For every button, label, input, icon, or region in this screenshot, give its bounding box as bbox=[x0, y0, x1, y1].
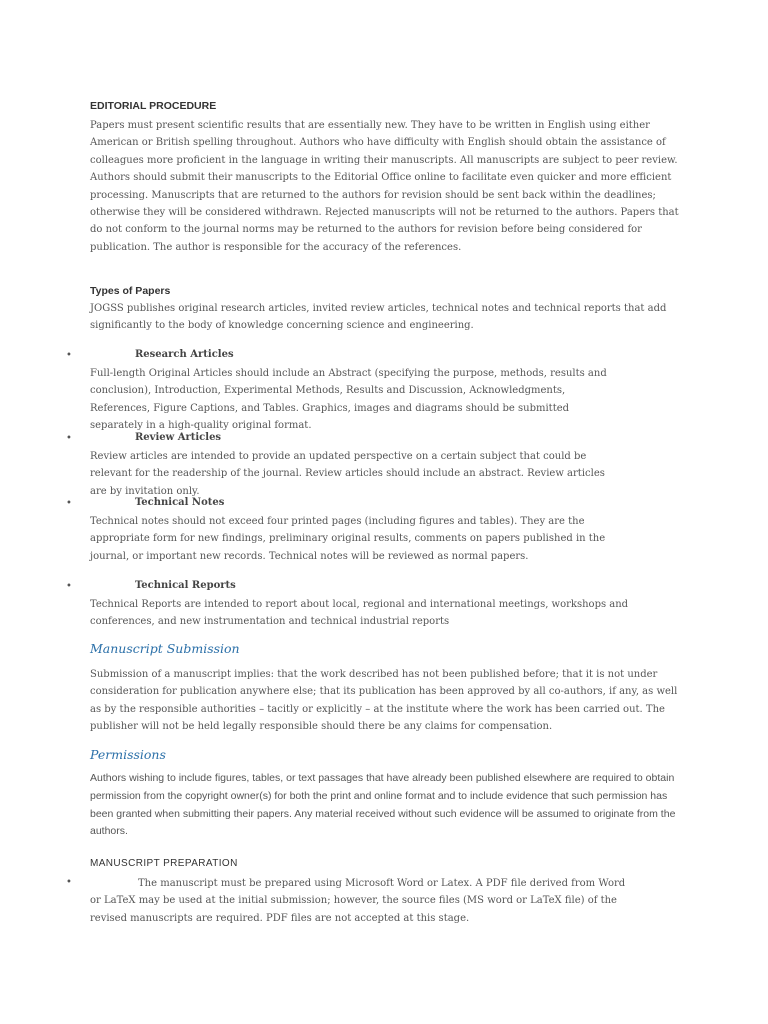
bullet-icon: • bbox=[66, 433, 72, 444]
bullet-icon: • bbox=[66, 350, 72, 361]
technical-notes-title: Technical Notes bbox=[135, 497, 225, 508]
technical-reports-body: Technical Reports are intended to report about local, regional and international meetings, workshops and conferences, and new instrumentation and technical industrial reports bbox=[90, 599, 629, 628]
editorial-body: Papers must present scientific results that are essentially new. They have to be written in English using either American or British spelling throughout. Authors who have difficulty with English should obtain the assistance of colleagues more proficient in the language in writing their manuscripts. All manuscripts are subject to peer review. Authors should submit their manuscripts to the Editorial Office online to facilitate even quicker and more efficient processing. Manuscripts that are returned to the authors for revision should be sent back within the deadlines; otherwise they will be considered withdrawn. Rejected manuscripts will not be returned to the authors. Papers that do not conform to the journal norms may be returned to the authors for revision before being considered for publication. The author is responsible for the accuracy of the references. bbox=[90, 120, 679, 253]
preparation-heading: MANUSCRIPT PREPARATION bbox=[90, 858, 238, 869]
submission-heading: Manuscript Submission bbox=[90, 641, 240, 656]
types-body: JOGSS publishes original research articles, invited review articles, technical notes and technical reports that add significantly to the body of knowledge concerning science and engineering. bbox=[90, 303, 667, 332]
types-heading: Types of Papers bbox=[90, 285, 171, 297]
review-articles-body: Review articles are intended to provide an updated perspective on a certain subject that could be relevant for the readership of the journal. Review articles should include an abstract. Review articles are by invitation only. bbox=[90, 451, 605, 497]
bullet-icon: • bbox=[66, 498, 72, 509]
preparation-body: The manuscript must be prepared using Microsoft Word or Latex. A PDF file derived from Word or LaTeX may be used at the initial submission; however, the source files (MS word or LaTeX file) of the revised manuscripts are required. PDF files are not accepted at this stage. bbox=[90, 878, 626, 924]
editorial-heading: EDITORIAL PROCEDURE bbox=[90, 100, 217, 112]
research-articles-title: Research Articles bbox=[135, 349, 234, 360]
bullet-icon: • bbox=[66, 877, 72, 888]
submission-body: Submission of a manuscript implies: that the work described has not been published before; that it is not under consideration for publication anywhere else; that its publication has been approved by all co-authors, if any, as well as by the responsible authorities – tacitly or explicitly – at the institute where the work has been carried out. The publisher will not be held legally responsible should there be any claims for compensation. bbox=[90, 669, 678, 733]
review-articles-title: Review Articles bbox=[135, 432, 222, 443]
research-articles-body: Full-length Original Articles should include an Abstract (specifying the purpose, methods, results and conclusion), Introduction, Experimental Methods, Results and Discussion, Acknowledgments, References, Figure Captions, and Tables. Graphics, images and diagrams should be submitted separately in a high-quality original format. bbox=[90, 368, 607, 432]
bullet-icon: • bbox=[66, 581, 72, 592]
technical-reports-title: Technical Reports bbox=[135, 580, 236, 591]
technical-notes-body: Technical notes should not exceed four printed pages (including figures and tables). They are the appropriate form for new findings, preliminary original results, comments on papers published in the journal, or important new records. Technical notes will be reviewed as normal papers. bbox=[90, 516, 606, 562]
permissions-body: Authors wishing to include figures, tables, or text passages that have already been published elsewhere are required to obtain permission from the copyright owner(s) for both the print and online format and to include evidence that such permission has been granted when submitting their papers. Any material received without such evidence will be assumed to originate from the authors. bbox=[90, 772, 676, 838]
permissions-heading: Permissions bbox=[90, 747, 166, 762]
